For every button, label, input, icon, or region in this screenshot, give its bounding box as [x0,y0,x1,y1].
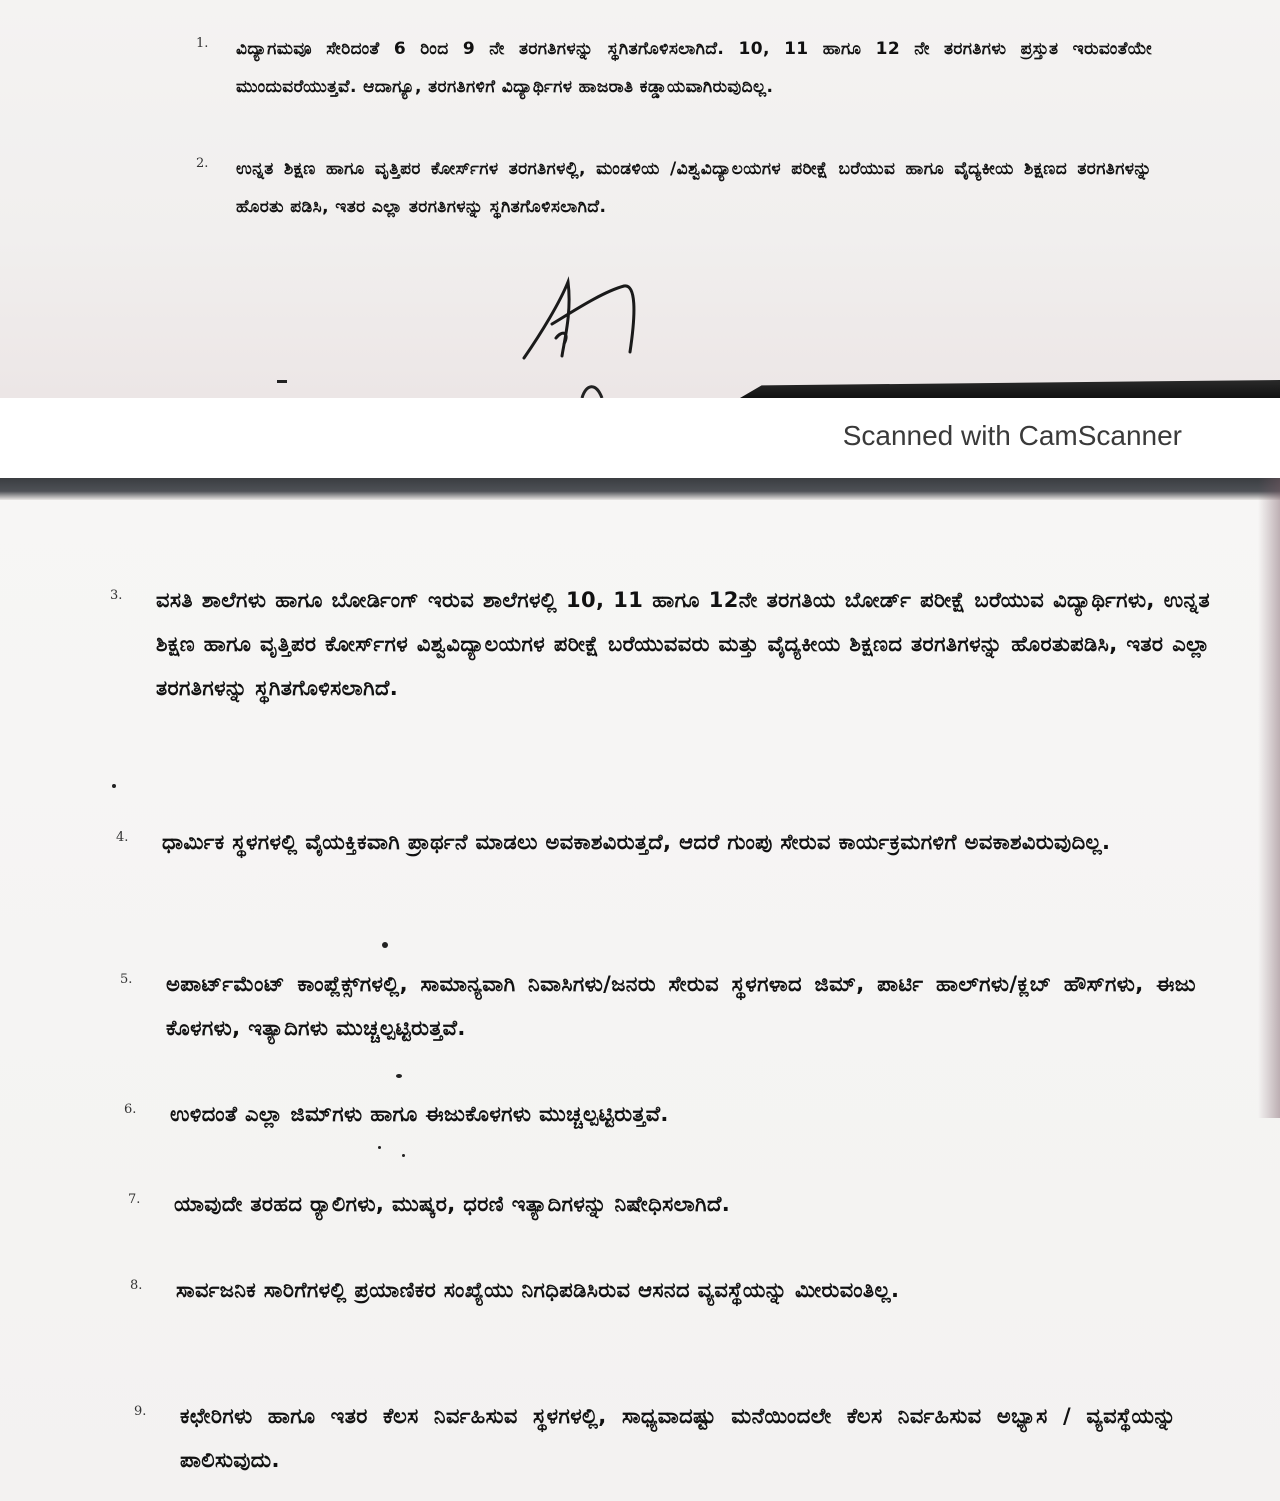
item-number: 2. [196,156,209,171]
item-text: ಯಾವುದೇ ತರಹದ ರ‍್ಯಾಲಿಗಳು, ಮುಷ್ಕರ, ಧರಣಿ ಇತ್ಯಾದಿಗಳನ್ನು ನಿಷೇಧಿಸಲಾಗಿದೆ. [174,1192,731,1216]
watermark-bar [0,398,1280,478]
item-number: 9. [134,1404,147,1419]
item-number: 5. [120,972,133,987]
list-item-6 [124,1092,1170,1136]
item-number: 4. [116,830,129,845]
scanned-page-top [0,0,1280,398]
list-item-4 [116,820,1202,864]
scan-speck [378,1146,381,1149]
item-text: ಉಳಿದಂತೆ ಎಲ್ಲಾ ಜಿಮ್‌ಗಳು ಹಾಗೂ ಈಜುಕೊಳಗಳು ಮುಚ್ಚಲ್ಪಟ್ಟಿರುತ್ತವೆ. [170,1102,669,1126]
list-item-7 [128,1182,1174,1226]
item-text: ಧಾರ್ಮಿಕ ಸ್ಥಳಗಳಲ್ಲಿ ವೈಯಕ್ತಿಕವಾಗಿ ಪ್ರಾರ್ಥನೆ ಮಾಡಲು ಅವಕಾಶವಿರುತ್ತದೆ, ಆದರೆ ಗುಂಪು ಸೇರುವ ಕಾರ್ಯಕ್ರಮಗಳಿಗೆ ಅವಕಾಶವಿರುವುದಿಲ್ಲ. [162,830,1111,854]
item-text: ಕಛೇರಿಗಳು ಹಾಗೂ ಇತರ ಕೆಲಸ ನಿರ್ವಹಿಸುವ ಸ್ಥಳಗಳಲ್ಲಿ, ಸಾಧ್ಯವಾದಷ್ಟು ಮನೆಯಿಂದಲೇ ಕೆಲಸ ನಿರ್ವಹಿಸುವ ಅಭ್ಯಾಸ / ವ್ಯವಸ್ಥೆಯನ್ನು ಪಾಲಿಸುವುದು. [180,1404,1176,1472]
list-item-8 [130,1268,1176,1312]
scan-mark [580,380,606,398]
item-number: 8. [130,1278,143,1293]
list-item-3 [110,578,1210,710]
item-text: ವಿದ್ಯಾಗಮವೂ ಸೇರಿದಂತೆ 6 ರಿಂದ 9 ನೇ ತರಗತಿಗಳನ್ನು ಸ್ಥಗಿತಗೊಳಿಸಲಾಗಿದೆ. 10, 11 ಹಾಗೂ 12 ನೇ ತರಗತಿಗಳು ಪ್ರಸ್ತುತ ಇರುವಂತೆಯೇ ಮುಂದುವರೆಯುತ್ತವೆ. ಆದಾಗ್ಯೂ, ತರಗತಿಗಳಿಗೆ ವಿದ್ಯಾರ್ಥಿಗಳ ಹಾಜರಾತಿ ಕಡ್ಡಾಯವಾಗಿರುವುದಿಲ್ಲ. [236,39,1152,97]
item-number: 3. [110,588,123,603]
scan-top-edge [0,478,1280,500]
scan-mark [277,380,287,383]
list-item-9 [134,1394,1176,1482]
item-text: ಅಪಾರ್ಟ್‌ಮೆಂಟ್ ಕಾಂಪ್ಲೆಕ್ಸ್‌ಗಳಲ್ಲಿ, ಸಾಮಾನ್ಯವಾಗಿ ನಿವಾಸಿಗಳು/ಜನರು ಸೇರುವ ಸ್ಥಳಗಳಾದ ಜಿಮ್, ಪಾರ್ಟಿ ಹಾಲ್‌ಗಳು/ಕ್ಲಬ್ ಹೌಸ್‌ಗಳು, ಈಜು ಕೊಳಗಳು, ಇತ್ಯಾದಿಗಳು ಮುಚ್ಚಲ್ಪಟ್ಟಿರುತ್ತವೆ. [166,972,1196,1040]
scanned-page-bottom [0,478,1280,1501]
item-number: 6. [124,1102,137,1117]
item-number: 7. [128,1192,141,1207]
signature-mark [512,272,642,372]
item-text: ವಸತಿ ಶಾಲೆಗಳು ಹಾಗೂ ಬೋರ್ಡಿಂಗ್ ಇರುವ ಶಾಲೆಗಳಲ್ಲಿ 10, 11 ಹಾಗೂ 12ನೇ ತರಗತಿಯ ಬೋರ್ಡ್ ಪರೀಕ್ಷೆ ಬರೆಯುವ ವಿದ್ಯಾರ್ಥಿಗಳು, ಉನ್ನತ ಶಿಕ್ಷಣ ಹಾಗೂ ವೃತ್ತಿಪರ ಕೋರ್ಸ್‌ಗಳ ವಿಶ್ವವಿದ್ಯಾಲಯಗಳ ಪರೀಕ್ಷೆ ಬರೆಯುವವರು ಮತ್ತು ವೈದ್ಯಕೀಯ ಶಿಕ್ಷಣದ ತರಗತಿಗಳನ್ನು ಹೊರತುಪಡಿಸಿ, ಇತರ ಎಲ್ಲಾ ತರಗತಿಗಳನ್ನು ಸ್ಥಗಿತಗೊಳಿಸಲಾಗಿದೆ. [156,588,1210,700]
scan-edge-shadow [740,380,1280,398]
item-text: ಉನ್ನತ ಶಿಕ್ಷಣ ಹಾಗೂ ವೃತ್ತಿಪರ ಕೋರ್ಸ್‌ಗಳ ತರಗತಿಗಳಲ್ಲಿ, ಮಂಡಳಿಯ /ವಿಶ್ವವಿದ್ಯಾಲಯಗಳ ಪರೀಕ್ಷೆ ಬರೆಯುವ ಹಾಗೂ ವೈದ್ಯಕೀಯ ಶಿಕ್ಷಣದ ತರಗತಿಗಳನ್ನು ಹೊರತು ಪಡಿಸಿ, ಇತರ ಎಲ್ಲಾ ತರಗತಿಗಳನ್ನು ಸ್ಥಗಿತಗೊಳಿಸಲಾಗಿದೆ. [236,159,1152,217]
scan-speck [112,784,116,788]
item-text: ಸಾರ್ವಜನಿಕ ಸಾರಿಗೆಗಳಲ್ಲಿ ಪ್ರಯಾಣಿಕರ ಸಂಖ್ಯೆಯು ನಿಗಧಿಪಡಿಸಿರುವ ಆಸನದ ವ್ಯವಸ್ಥೆಯನ್ನು ಮೀರುವಂತಿಲ್ಲ. [176,1278,900,1302]
item-number: 1. [196,36,209,51]
scan-speck [402,1154,405,1157]
list-item-5 [120,962,1196,1050]
camscanner-watermark: Scanned with CamScanner [842,420,1182,451]
list-item-1 [196,30,1152,106]
scan-speck [396,1074,402,1078]
scan-speck [382,942,388,948]
scan-corner-shade [1258,478,1280,1118]
list-item-2 [196,150,1152,226]
